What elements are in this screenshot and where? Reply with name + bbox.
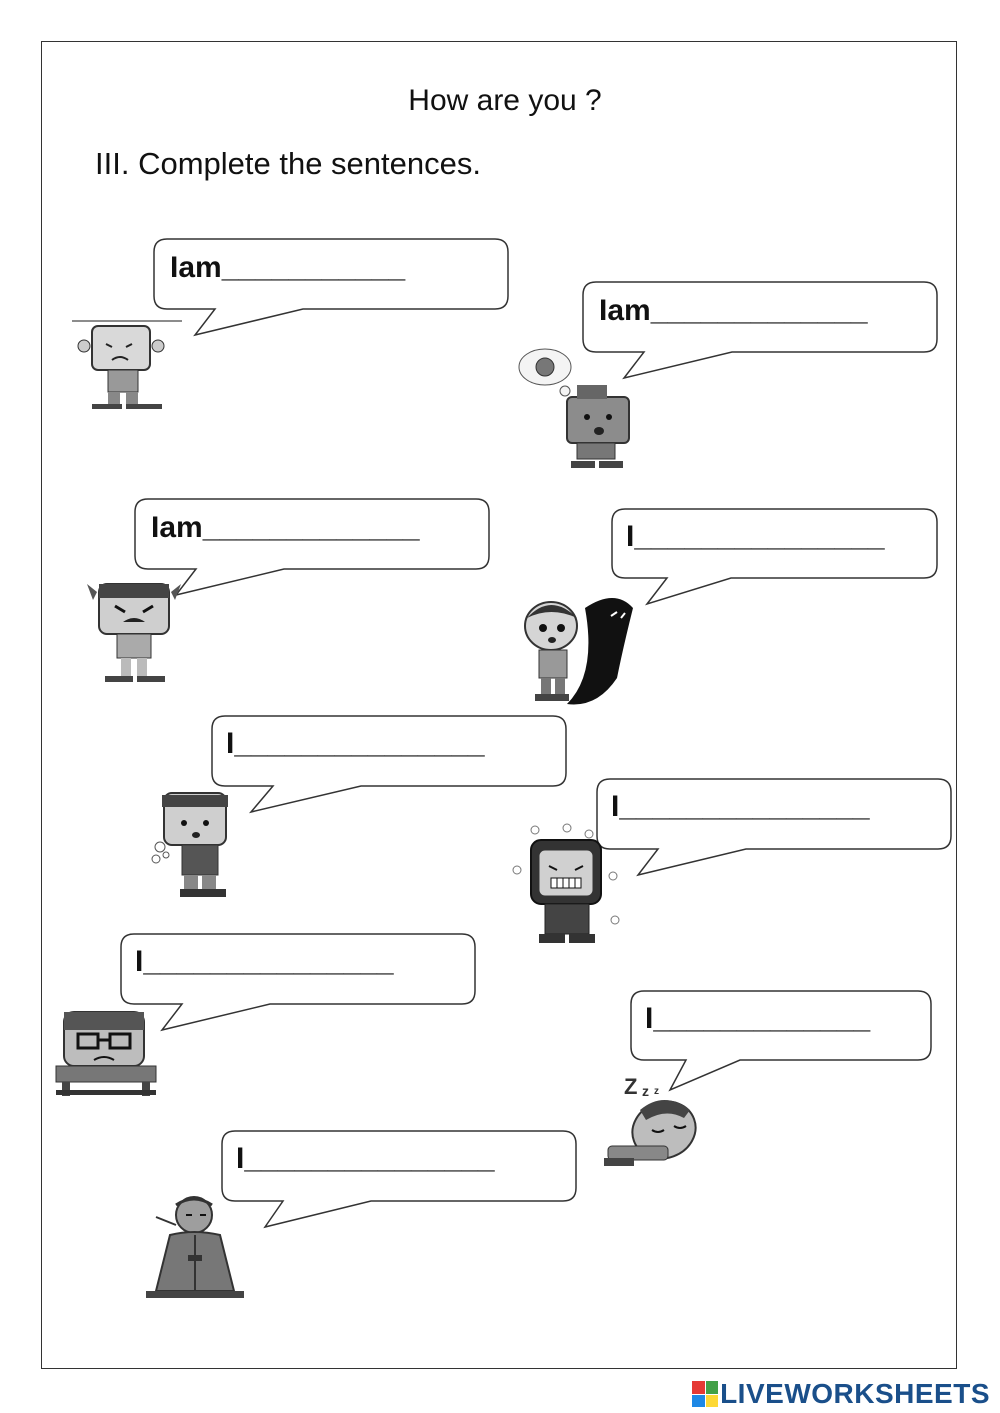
svg-text:z: z [654, 1086, 659, 1097]
answer-line-1[interactable]: Iam___________ [170, 251, 406, 284]
answer-line-2[interactable]: Iam_____________ [599, 294, 868, 327]
speech-bubble-7 [120, 933, 476, 1033]
answer-line-6[interactable]: I_______________ [611, 790, 870, 823]
scared-boy-icon [515, 588, 645, 706]
hungry-boy-icon [515, 345, 640, 473]
speech-bubble-6 [596, 778, 952, 878]
worksheet-title: How are you ? [408, 84, 602, 117]
speech-bubble-3 [134, 498, 490, 598]
sick-man-icon [140, 1195, 255, 1300]
speech-bubble-1 [153, 238, 509, 338]
speech-bubble-5 [211, 715, 567, 815]
angry-girl-icon [85, 578, 185, 684]
brand-name: LIVEWORKSHEETS [720, 1378, 990, 1409]
answer-line-8[interactable]: I_____________ [645, 1002, 871, 1035]
svg-text:z: z [642, 1083, 649, 1099]
worried-boy-icon [70, 318, 185, 410]
answer-line-9[interactable]: I_______________ [236, 1142, 495, 1175]
speech-bubble-4 [611, 508, 938, 608]
answer-line-4[interactable]: I_______________ [626, 520, 885, 553]
liveworksheets-brand [692, 1379, 990, 1409]
svg-text:Z: Z [624, 1074, 638, 1099]
cold-boy-icon [505, 820, 625, 950]
sleepy-girl-icon [600, 1070, 710, 1170]
speech-bubble-9 [221, 1130, 577, 1230]
hot-boy-icon [148, 785, 248, 903]
answer-line-5[interactable]: I_______________ [226, 727, 485, 760]
answer-line-3[interactable]: Iam_____________ [151, 511, 420, 544]
liveworksheets-logo-icon [692, 1381, 718, 1407]
sad-girl-icon [52, 1008, 162, 1098]
answer-line-7[interactable]: I_______________ [135, 945, 394, 978]
instruction-text: III. Complete the sentences. [95, 146, 481, 181]
